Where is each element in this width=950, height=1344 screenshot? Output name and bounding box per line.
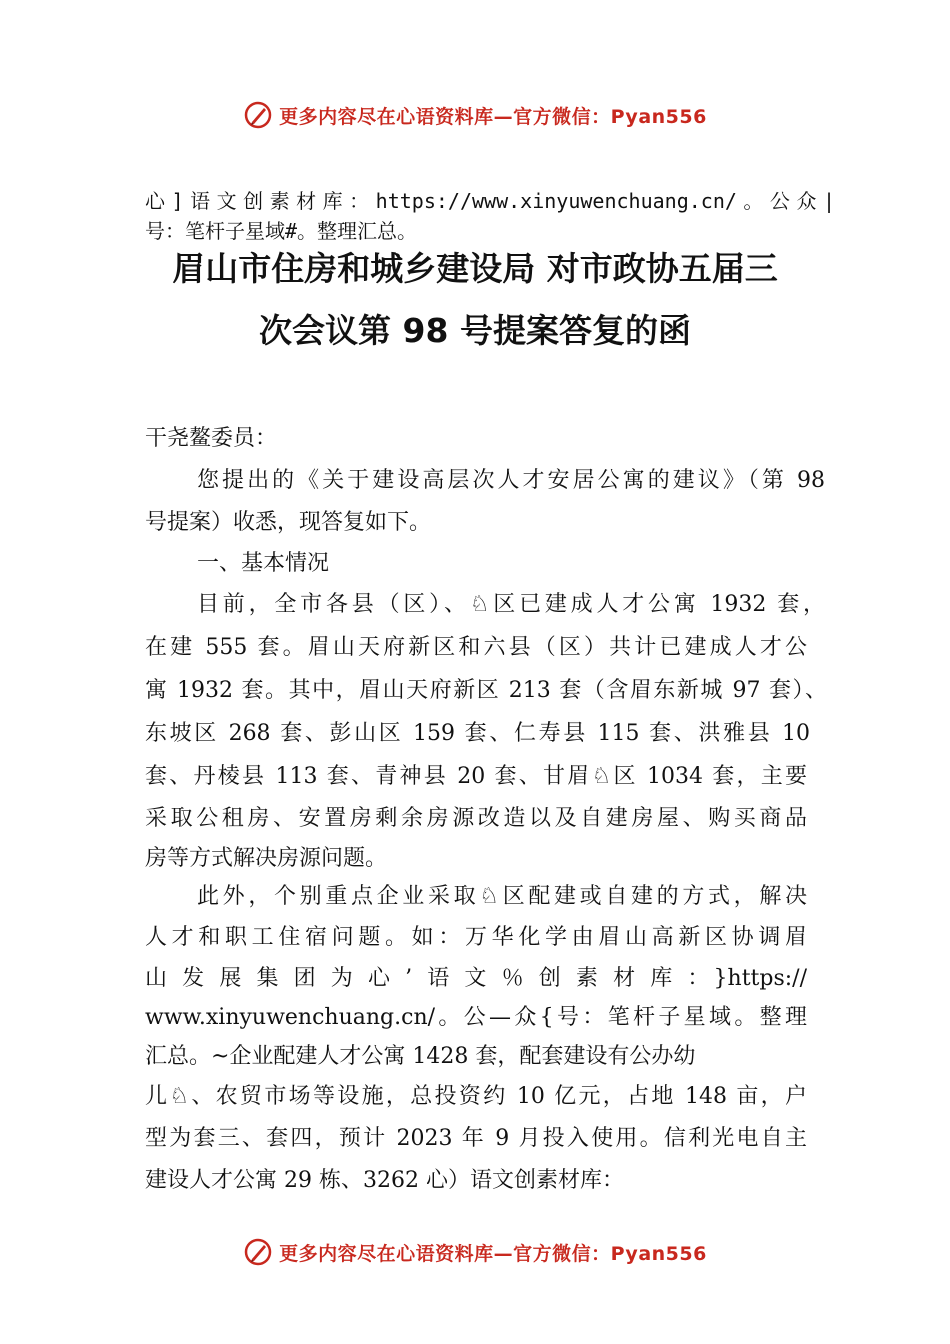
body-line: 寓 1932 套。其中，眉山天府新区 213 套（含眉东新城 97 套）、 [145,678,827,703]
document-title-line-1: 眉山市住房和城乡建设局 对市政协五届三 [172,249,778,288]
footer-watermark [0,1232,950,1272]
inline-watermark-line-2: 号：笔杆子星域#。整理汇总。 [145,219,418,243]
body-line: 儿♘、农贸市场等设施，总投资约 10 亿元，占地 148 亩，户 [145,1084,807,1109]
quill-pen-icon [243,100,273,130]
body-line: 目前，全市各县（区）、♘区已建成人才公寓 1932 套， [197,592,825,617]
header-watermark [0,95,950,135]
body-line: 号提案）收悉，现答复如下。 [145,510,432,535]
body-line: 型为套三、套四，预计 2023 年 9 月投入使用。信利光电自主 [145,1126,807,1151]
body-line: www.xinyuwenchuang.cn/。公—众{号：笔杆子星域。整理 [145,1005,807,1030]
salutation: 干尧鳌委员： [145,426,278,451]
body-line: 汇总。~企业配建人才公寓 1428 套，配套建设有公办幼 [145,1044,696,1069]
section-heading: 一、基本情况 [197,551,330,576]
body-line: 人才和职工住宿问题。如：万华化学由眉山高新区协调眉 [145,925,807,950]
body-line: 此外，个别重点企业采取♘区配建或自建的方式，解决 [197,884,807,909]
inline-watermark-line-1: 心]语文创素材库：https://www.xinyuwenchuang.cn/。公众| [145,189,835,213]
body-line: 建设人才公寓 29 栋、3262 心）语文创素材库： [145,1168,624,1193]
document-title-line-2: 次会议第 98 号提案答复的函 [259,311,691,350]
body-line: 您提出的《关于建设高层次人才安居公寓的建议》（第 98 [197,468,825,493]
body-line: 东坡区 268 套、彭山区 159 套、仁寿县 115 套、洪雅县 10 [145,721,810,746]
quill-pen-icon [243,1237,273,1267]
watermark-text: 更多内容尽在心语资料库—官方微信：Pyan556 [279,105,707,128]
body-line: 套、丹棱县 113 套、青神县 20 套、甘眉♘区 1034 套，主要 [145,764,807,789]
body-line: 山发展集团为心’语文％创素材库：}https:// [145,966,807,991]
body-line: 在建 555 套。眉山天府新区和六县（区）共计已建成人才公 [145,635,807,660]
body-line: 房等方式解决房源问题。 [145,846,388,871]
watermark-text: 更多内容尽在心语资料库—官方微信：Pyan556 [279,1242,707,1265]
body-line: 采取公租房、安置房剩余房源改造以及自建房屋、购买商品 [145,806,807,831]
